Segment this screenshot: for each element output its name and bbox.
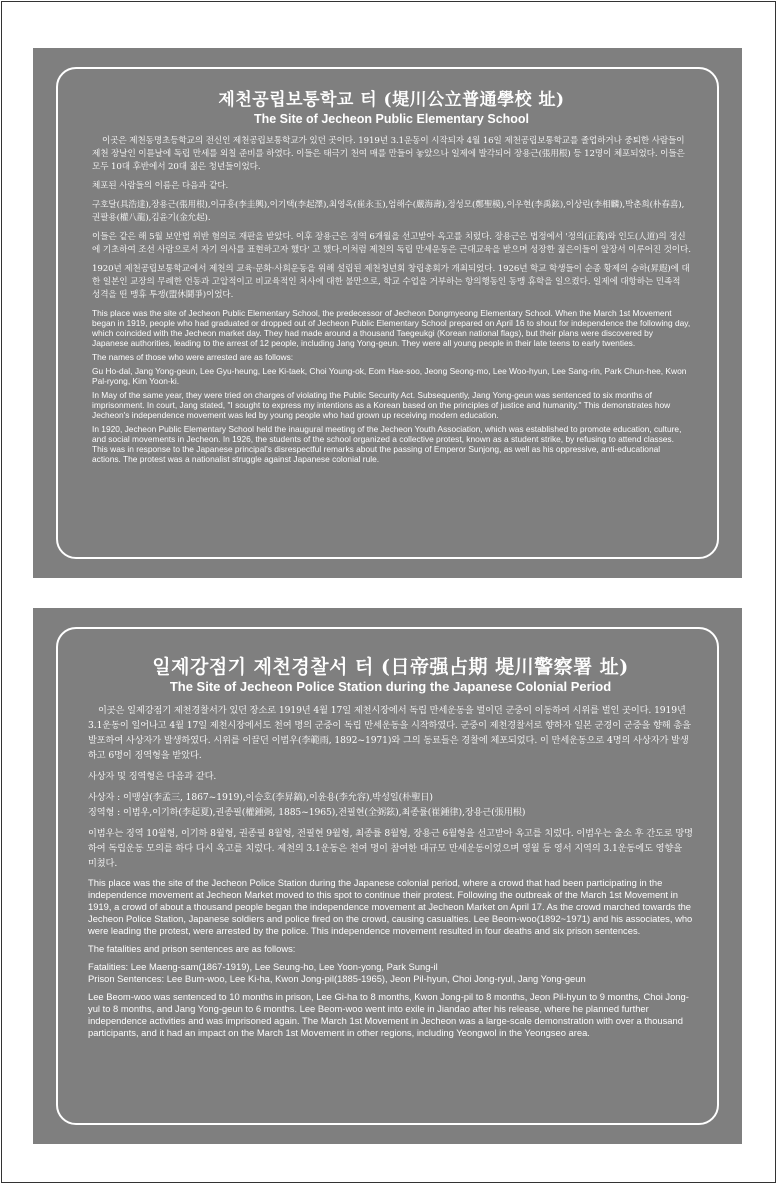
arrested-names-english: Gu Ho-dal, Jang Yong-geun, Lee Gyu-heung, Lee Ki-taek, Choi Young-ok, Eom Hae-soo, Jeong Seong-mo, Lee Woo-hyun, Lee Sang-rin, Park Chun-hee, Kwon Pal-ryong, Kim Yoon-ki.: [92, 366, 687, 386]
plaque-title-korean: 제천공립보통학교 터 (堤川公立普通學校 址): [218, 90, 565, 110]
english-paragraph: Lee Beom-woo was sentenced to 10 months in prison, Lee Gi-ha to 8 months, Kwon Jong-pil to 8 months, Jeon Pil-hyun to 9 months, Choi Jong-yul to 8 months, and Jang Yong-geun to 6 months. Lee Beom-woo went into exile in Jiandao after his release, where he planned further independence activities and was imprisoned again. The March 1st Movement in Jecheon was a large-scale demonstration with over a thousand participants, and it had an impact on the March 1st Movement in other regions, including Yeongwol in the Yeongseo area.: [88, 991, 689, 1038]
korean-paragraph: 이범우는 징역 10월형, 이기하 8월형, 권종필 8월형, 전필현 9월형, 최종률 8월형, 장용근 6월형을 선고받아 옥고를 치렀다. 이범우는 출소 후 간도로 망명하여 독립운동 모의를 하다 다시 옥고를 치렀다. 제천의 3.1운동은 천여 명이 참여한 대규모 만세운동이었으며 영월 등 영서 지역의 3.1운동에도 영향을 미쳤다.: [88, 828, 693, 869]
korean-paragraph: 이곳은 일제강점기 제천경찰서가 있던 장소로 1919년 4월 17일 제천시장에서 독립 만세운동을 벌이던 군중이 이동하여 시위를 벌인 곳이다. 1919년 3.1운동이 일어나고 4월 17일 제천시장에서도 천여 명의 군중이 독립 만세운동을 시작하였다. 군중이 제천경찰서로 향하자 일본 군경이 군중을 향해 총을 발포하여 사상자가 발생하였다. 시위를 이끌던 이범우(李範雨, 1892~1971)와 그의 동료들은 경찰에 체포되었다. 이 만세운동으로 4명의 사상자가 발생하고 6명이 징역형을 받았다.: [88, 705, 691, 761]
korean-paragraph: 체포된 사람들의 이름은 다음과 같다.: [92, 181, 229, 191]
english-paragraph: This place was the site of the Jecheon Police Station during the Japanese colonial period, where a crowd that had been participating in the independence movement at Jecheon Market moved to this spot to continue their protest. Following the outbreak of the March 1st Movement in 1919, a crowd of about a thousand people began the independence movement at Jecheon Market on April 17. As the crowd marched towards the Jecheon Police Station, Japanese soldiers and police fired on the crowd, causing casualties. Lee Beom-woo(1892~1971) and his associates, who were leading the protest, were arrested by the police. This independence movement resulted in four deaths and six prison sentences.: [88, 877, 693, 936]
korean-text-block: [88, 703, 693, 871]
casualties-korean: 사상자 : 이맹삼(李孟三, 1867~1919),이승호(李昇鎬),이윤용(李允容),박성일(朴聖日): [88, 792, 433, 803]
plaque-police-station: [33, 608, 742, 1144]
korean-text-block: [92, 135, 691, 302]
english-paragraph: The names of those who were arrested are as follows:: [92, 352, 294, 362]
english-paragraph: In 1920, Jecheon Public Elementary School held the inaugural meeting of the Jecheon Youth Association, which was established to promote education, culture, and social movements in Jecheon. In 1926, the students of the school organized a collective protest, known as a student strike, by refusing to attend classes. This was in response to the Japanese principal's disrespectful remarks about the passing of Emperor Sunjong, as well as his oppressive, anti-educational actions. The protest was a nationalist struggle against Japanese colonial rule.: [92, 424, 682, 464]
fatalities-english: Fatalities: Lee Maeng-sam(1867-1919), Lee Seung-ho, Lee Yoon-yong, Park Sung-il: [88, 961, 438, 972]
plaque-inner-border: [56, 627, 719, 1125]
english-paragraph: In May of the same year, they were tried on charges of violating the Public Security Act. Subsequently, Jang Yong-geun was sentenced to six months of imprisonment. In court, Jang stated, "I sought to express my intentions as a Korean based on the principles of justice and humanity." This demonstrates how Jecheon's independence movement was led by young people who had grown up receiving modern education.: [92, 390, 671, 420]
english-text-block: [92, 308, 691, 464]
plaque-elementary-school: [33, 48, 742, 578]
arrested-names-korean: 구호달(具浩達),장용근(張用根),이규흥(李圭興),이기택(李起澤),최영옥(崔永玉),엄해수(嚴海壽),정성모(鄭聖模),이우현(李禹鉉),이상린(李相麟),박춘희(朴春喜),권팔용(權八龍),김윤기(金允起).: [92, 200, 685, 223]
plaque-inner-border: [56, 67, 719, 559]
plaque-title-korean: 일제강점기 제천경찰서 터 (日帝强占期 堤川警察署 址): [152, 656, 629, 678]
sentences-english: Prison Sentences: Lee Bum-woo, Lee Ki-ha, Kwon Jong-pil(1885-1965), Jeon Pil-hyun, Choi Jong-ryul, Jang Yong-geun: [88, 973, 586, 984]
korean-paragraph: 이곳은 제천동명초등학교의 전신인 제천공립보통학교가 있던 곳이다. 1919년 3.1운동이 시작되자 4월 16일 제천공립보통학교를 졸업하거나 중퇴한 사람들이 제천 장날인 이튿날에 독립 만세를 외칠 준비를 하였다. 이들은 태극기 천여 매를 만들어 놓았으나 일제에 발각되어 장용근(張用根) 등 12명이 체포되었다. 이들은 모두 10대 후반에서 20대 젊은 청년들이었다.: [92, 136, 685, 172]
korean-paragraph: 1920년 제천공립보통학교에서 제천의 교육·문화·사회운동을 위해 설립된 제천청년회 창립총회가 개최되었다. 1926년 학교 학생들이 순종 황제의 승하(昇遐)에 대한 일본인 교장의 무례한 언동과 고압적이고 비교육적인 처사에 대한 불만으로, 학교 수업을 거부하는 항의행동인 동맹 휴학을 일으켰다. 일제에 대항하는 민족적 성격을 띤 맹휴 투쟁(盟休鬪爭)이었다.: [92, 264, 690, 300]
plaque-title-english: The Site of Jecheon Police Station during the Japanese Colonial Period: [169, 679, 612, 694]
korean-paragraph: 이들은 같은 해 5월 보안법 위반 혐의로 재판을 받았다. 이후 장용근은 징역 6개월을 선고받아 옥고를 치렀다. 장용근은 법정에서 '정의(正義)와 인도(人道)의 정신에 기초하여 조선 사람으로서 자기 의사를 표현하고자 했다' 고 했다.이처럼 제천의 독립 만세운동은 근대교육을 받으며 성장한 젊은이들이 앞장서 이루어진 것이다.: [92, 232, 691, 255]
plaque-title-english: The Site of Jecheon Public Elementary School: [253, 112, 530, 126]
english-text-block: [88, 877, 693, 1039]
sentences-korean: 징역형 : 이범우,이기하(李起夏),권종필(權鍾弼, 1885~1965),전필현(全弼鉉),최종률(崔鍾律),장용근(張用根): [88, 807, 526, 818]
english-paragraph: This place was the site of Jecheon Public Elementary School, the predecessor of Jecheon Dongmyeong Elementary School. When the March 1st Movement began in 1919, people who had graduated or dropped out of Jecheon Public Elementary School prepared on April 16 to shout for independence the following day, which coincided with the Jecheon market day. They had made around a thousand Taegeukgi (Korean national flags), but their plans were discovered by Japanese authorities, leading to the arrest of 12 people, including Jang Yong-geun. They were all young people in their late teens to early twenties.: [92, 308, 691, 348]
english-paragraph: The fatalities and prison sentences are as follows:: [88, 943, 296, 954]
korean-paragraph: 사상자 및 징역형은 다음과 같다.: [88, 771, 217, 782]
